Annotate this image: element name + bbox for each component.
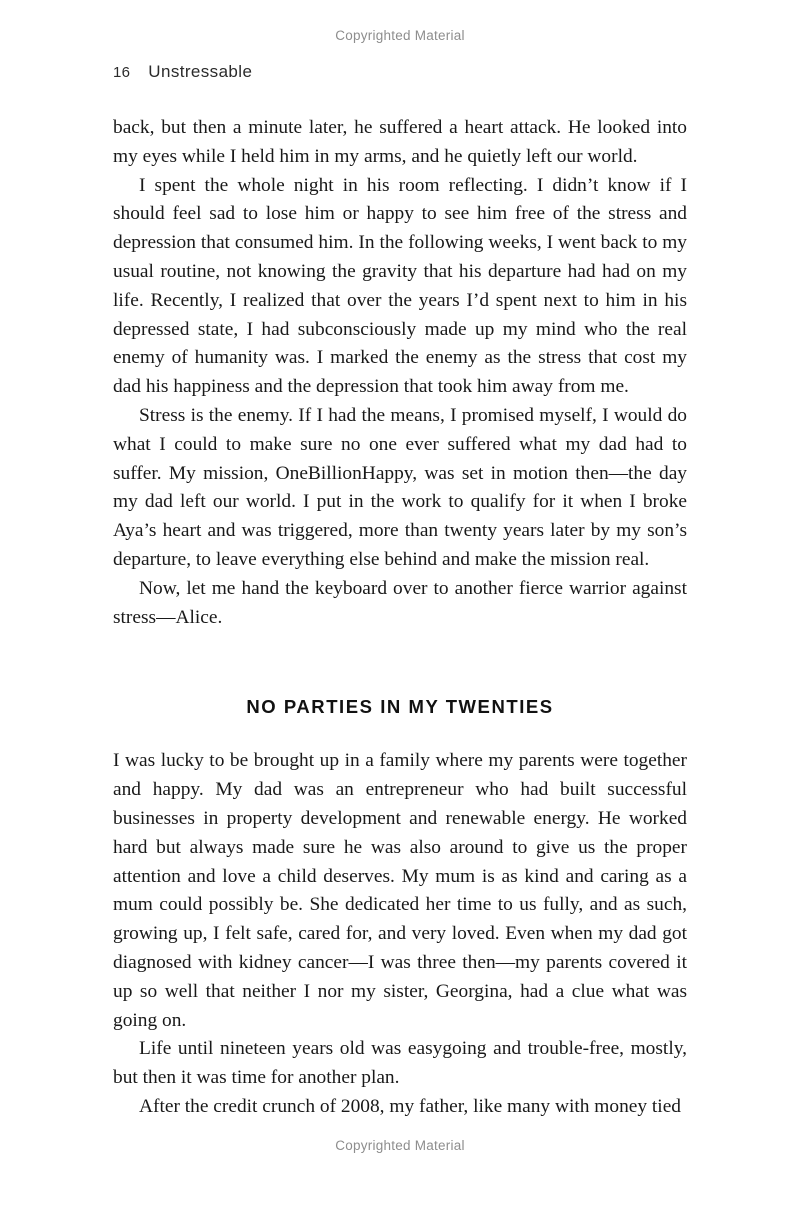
paragraph: Now, let me hand the keyboard over to another fierce warrior against stress—Alice.: [113, 577, 687, 628]
paragraph: Life until nineteen years old was easygoing and trouble-free, mostly, but then it was time for another plan.: [113, 1038, 687, 1089]
paragraph: I was lucky to be brought up in a family where my parents were together and happy. My dad was an entrepreneur who had built successful businesses in property development and renewable energy. He worked hard but always made sure he was also around to give us the proper attention and love a child deserves. My mum is as kind and caring as a mum could possibly be. She dedicated her time to us fully, and as such, growing up, I felt safe, cared for, and very loved. Even when my dad got diagnosed with kidney cancer—I was three then—my parents covered it up so well that neither I nor my sister, Georgina, had a clue what was going on.: [113, 750, 687, 1031]
paragraph: After the credit crunch of 2008, my father, like many with money tied: [139, 1095, 681, 1117]
book-title: Unstressable: [148, 62, 253, 81]
section-heading: NO PARTIES IN MY TWENTIES: [246, 696, 554, 718]
copyright-watermark-bottom: Copyrighted Material: [335, 1138, 465, 1153]
paragraph: Stress is the enemy. If I had the means, I promised myself, I would do what I could to make sure no one ever suffered what my dad had to suffer. My mission, OneBillionHappy, was set in motion then—the day my dad left our world. I put in the work to qualify for it when I broke Aya’s heart and was triggered, more than twenty years later by my son’s departure, to leave everything else behind and make the mission real.: [113, 404, 687, 570]
running-head: [113, 62, 252, 82]
copyright-watermark-top: Copyrighted Material: [335, 28, 465, 43]
page-number: 16: [113, 64, 131, 81]
text-block: [113, 114, 687, 1122]
paragraph: I spent the whole night in his room reflecting. I didn’t know if I should feel sad to lose him or happy to see him free of the stress and depression that consumed him. In the following weeks, I went back to my usual routine, not knowing the gravity that his departure had had on my life. Recently, I realized that over the years I’d spent next to him in his depressed state, I had subconsciously made up my mind who the real enemy of humanity was. I marked the enemy as the stress that cost my dad his happiness and the depression that took him away from me.: [113, 174, 687, 398]
paragraph: back, but then a minute later, he suffered a heart attack. He looked into my eyes while I held him in my arms, and he quietly left our world.: [113, 117, 687, 167]
